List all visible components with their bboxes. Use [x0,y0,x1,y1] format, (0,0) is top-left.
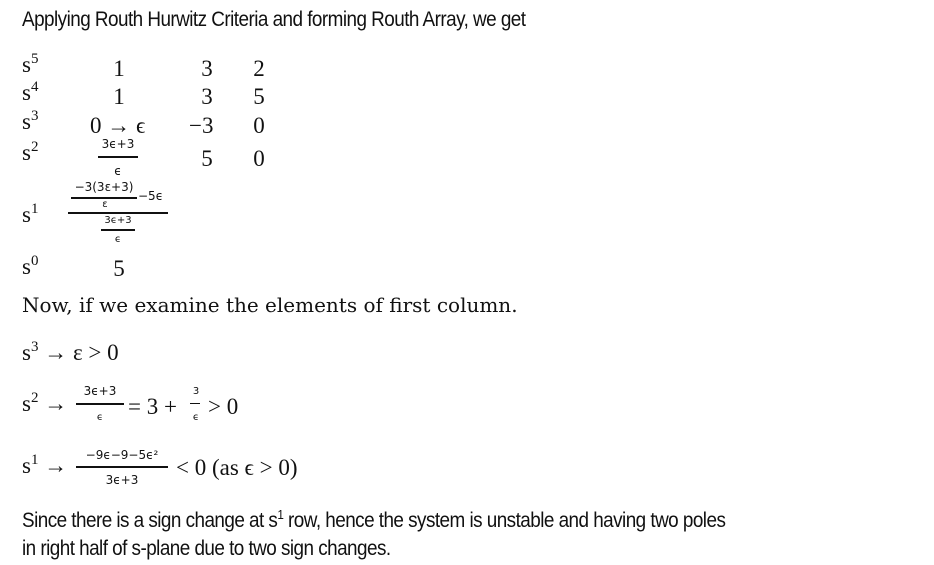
row-label-s2: $s^2$ [22,139,39,165]
condition-s1-tail: < 0 (as ϵ > 0) [176,455,298,480]
condition-s2-label: $s^2$ → [22,390,68,416]
row-label-s0: $s^0$ [22,253,39,279]
cell-s5-c2: 3 [201,56,213,81]
cell-s4-c3: 5 [253,84,265,109]
row-label-s3: $s^3$ [22,108,39,134]
s1-inner-numerator: −3(3ε+3) [74,180,134,194]
fraction-bar [190,403,200,404]
row-label-s5: $s^5$ [22,51,39,77]
main-fraction-bar [68,212,168,214]
conclusion-line-2: in right half of s-plane due to two sign changes. [22,537,391,560]
condition-s1-denominator: 3ϵ+3 [105,473,139,487]
examine-text: Now, if we examine the elements of first column. [22,293,518,317]
cell-s5-c1: 1 [113,56,125,81]
s1-den-denominator: ϵ [114,234,122,245]
condition-s2-denominator2: ϵ [192,412,200,423]
cell-s4-c2: 3 [201,84,213,109]
condition-s1-label: $s^1$ → [22,452,68,478]
s1-minus-term: −5ϵ [138,189,164,203]
cell-s3-c1: 0 → ϵ [90,113,146,138]
fraction-bar [76,466,168,468]
condition-s2-numerator: 3ϵ+3 [83,384,117,398]
cell-s2-c1-numerator: 3ϵ+3 [101,137,135,151]
condition-s2-mid: = 3 + [128,394,177,419]
fraction-bar [98,156,138,158]
condition-s2-denominator: ϵ [96,412,104,423]
fraction-bar [76,403,124,405]
cell-s2-c3: 0 [253,146,265,171]
cell-s5-c3: 2 [253,56,265,81]
condition-s3: $s^3 \to \varepsilon > 0$ [22,339,119,365]
cell-s2-c1-denominator: ϵ [114,164,122,178]
s1-inner-denominator: ε [102,199,108,210]
intro-text: Applying Routh Hurwitz Criteria and forming Routh Array, we get [22,8,526,31]
condition-s2-tail: > 0 [208,394,239,419]
condition-s2-numerator2: 3 [192,386,200,397]
cell-s0-c1: 5 [113,256,125,281]
row-label-s4: $s^4$ [22,79,39,105]
condition-s1-numerator: −9ϵ−9−5ϵ² [85,448,159,462]
s1-den-numerator: 3ϵ+3 [104,215,132,226]
cell-s3-c2: −3 [189,113,214,138]
row-label-s1: $s^1$ [22,201,39,227]
conclusion-line-1: Since there is a sign change at $s^1$ row, hence the system is unstable and having two poles [22,507,726,532]
cell-s4-c1: 1 [113,84,125,109]
fraction-bar [101,229,135,231]
cell-s3-c3: 0 [253,113,265,138]
cell-s2-c2: 5 [201,146,213,171]
